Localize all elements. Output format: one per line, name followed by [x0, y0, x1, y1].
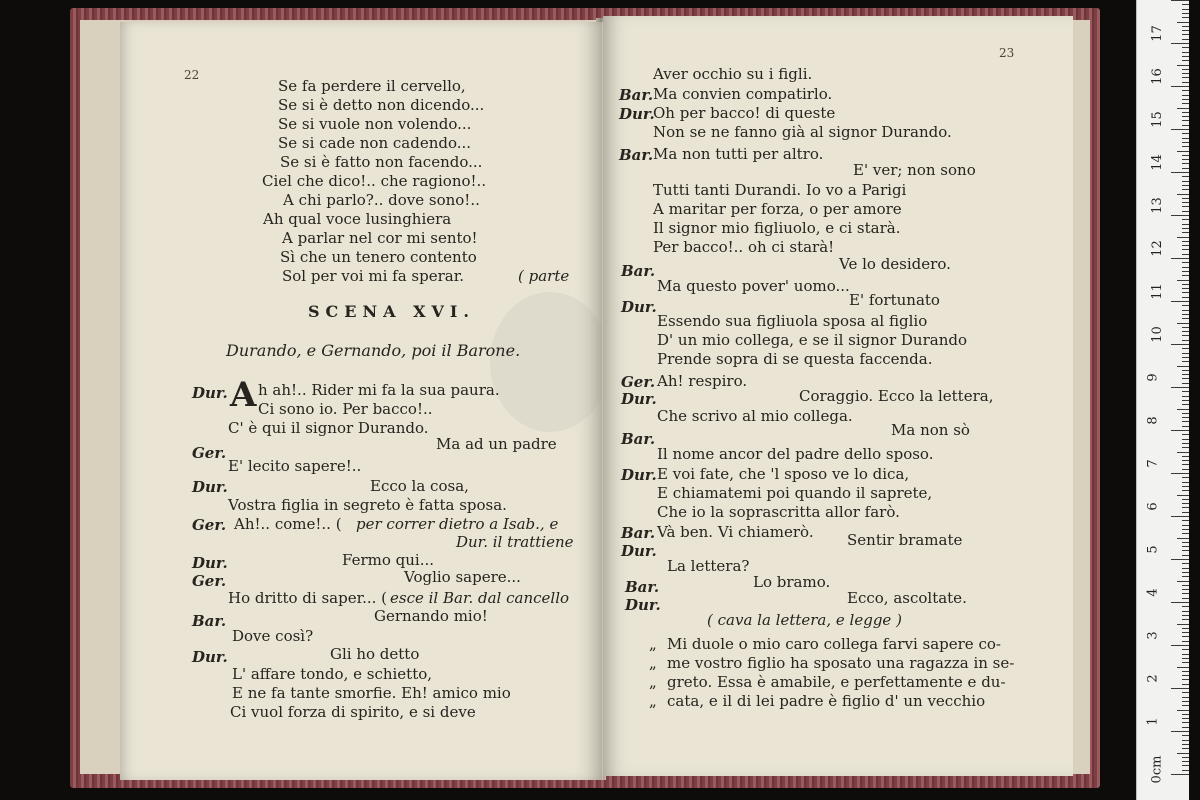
dialogue-line: Non se ne fanno già al signor Durando.: [653, 123, 952, 141]
ruler-tick: [1182, 546, 1189, 547]
ruler-tick: [1182, 748, 1189, 749]
ruler-tick: [1182, 765, 1189, 766]
ruler-tick: [1177, 366, 1189, 367]
ruler-tick: [1182, 357, 1189, 358]
ruler-tick: [1182, 112, 1189, 113]
ruler-tick: [1182, 327, 1189, 328]
ruler-tick: [1182, 499, 1189, 500]
dialogue-line: Ho dritto di saper... (: [228, 589, 388, 607]
ruler-tick: [1182, 615, 1189, 616]
ruler-tick: [1182, 335, 1189, 336]
ruler-tick: [1182, 740, 1189, 741]
ruler-tick: [1182, 671, 1189, 672]
letter-line: me vostro figlio ha sposato una ragazza in se-: [667, 654, 1015, 672]
ruler-tick: [1182, 288, 1189, 289]
ruler-tick: [1177, 108, 1189, 109]
speaker-label: Bar.: [621, 524, 656, 542]
speaker-label: Dur.: [192, 478, 228, 496]
ruler-tick: [1182, 297, 1189, 298]
dialogue-line: Che scrivo al mio collega.: [657, 407, 853, 425]
ruler-tick: [1182, 146, 1189, 147]
ruler-tick: [1182, 125, 1189, 126]
dialogue-line: Il nome ancor del padre dello sposo.: [657, 445, 934, 463]
ruler-tick: [1182, 654, 1189, 655]
dialogue-line: E chiamatemi poi quando il saprete,: [657, 484, 933, 502]
ruler-tick: [1182, 460, 1189, 461]
ruler-tick: [1177, 237, 1189, 238]
ruler-tick: [1182, 434, 1189, 435]
ruler-number: 16: [1149, 68, 1165, 85]
ruler-tick: [1182, 138, 1189, 139]
dialogue-line: E' ver; non sono: [853, 161, 976, 179]
ruler-tick: [1182, 503, 1189, 504]
ruler-tick: [1171, 129, 1189, 130]
dialogue-line: La lettera?: [667, 557, 750, 575]
ruler-tick: [1182, 181, 1189, 182]
dialogue-line: Tutti tanti Durandi. Io vo a Parigi: [653, 181, 907, 199]
ruler-tick: [1171, 258, 1189, 259]
page-number-right: 23: [999, 46, 1015, 60]
ruler-tick: [1182, 155, 1189, 156]
quote-mark: „: [649, 692, 657, 710]
ruler-tick: [1182, 331, 1189, 332]
ruler-tick: [1182, 39, 1189, 40]
ruler-tick: [1182, 413, 1189, 414]
ruler-tick: [1182, 555, 1189, 556]
verse-line: Se si è fatto non facendo...: [280, 153, 483, 171]
ruler-tick: [1182, 17, 1189, 18]
dialogue-line: Ah!.. come!.. (: [234, 515, 342, 533]
speaker-label: Bar.: [192, 612, 227, 630]
verse-line: Se si vuole non volendo...: [278, 115, 472, 133]
speaker-label: Ger.: [192, 516, 227, 534]
ruler-tick: [1182, 305, 1189, 306]
ruler-number: 14: [1149, 154, 1165, 171]
ruler-tick: [1182, 185, 1189, 186]
ruler-tick: [1171, 0, 1189, 1]
ruler-tick: [1182, 692, 1189, 693]
ruler-tick: [1182, 275, 1189, 276]
verse-line: Sì che un tenero contento: [280, 248, 477, 266]
ruler-tick: [1171, 344, 1189, 345]
ruler-tick: [1182, 675, 1189, 676]
dialogue-line: Per bacco!.. oh ci starà!: [653, 238, 835, 256]
ruler-tick: [1182, 159, 1189, 160]
ruler-tick: [1177, 624, 1189, 625]
ruler-tick: [1182, 370, 1189, 371]
dialogue-line: Ah! respiro.: [657, 372, 748, 390]
ruler-tick: [1171, 86, 1189, 87]
dialogue-line: Ci vuol forza di spirito, e si deve: [230, 703, 476, 721]
letter-line: greto. Essa è amabile, e perfettamente e du-: [667, 673, 1006, 691]
ruler-tick: [1182, 512, 1189, 513]
ruler-tick: [1182, 52, 1189, 53]
ruler-tick: [1182, 374, 1189, 375]
right-page: [603, 16, 1073, 776]
ruler-tick: [1182, 697, 1189, 698]
ruler-tick: [1182, 649, 1189, 650]
dialogue-line: E ne fa tante smorfie. Eh! amico mio: [232, 684, 511, 702]
ruler-tick: [1177, 581, 1189, 582]
ruler-tick: [1182, 353, 1189, 354]
speaker-label: Dur.: [621, 466, 657, 484]
speaker-label: Dur.: [192, 554, 228, 572]
ruler-tick: [1182, 443, 1189, 444]
ruler-tick: [1182, 482, 1189, 483]
ruler-tick: [1182, 572, 1189, 573]
stage-direction: ( cava la lettera, e legge ): [707, 611, 902, 629]
scene-heading: SCENA XVI.: [308, 302, 475, 321]
ruler-tick: [1177, 538, 1189, 539]
speaker-label: Dur.: [619, 105, 655, 123]
drop-cap: A: [230, 375, 257, 415]
ruler-tick: [1182, 82, 1189, 83]
ruler-tick: [1182, 589, 1189, 590]
ruler-tick: [1182, 598, 1189, 599]
ruler-tick: [1182, 679, 1189, 680]
dialogue-line: Aver occhio su i figli.: [653, 65, 813, 83]
ruler-tick: [1182, 249, 1189, 250]
ruler-tick: [1182, 241, 1189, 242]
ruler-tick: [1182, 744, 1189, 745]
ruler-tick: [1182, 391, 1189, 392]
speaker-label: Ger.: [621, 373, 656, 391]
ruler-tick: [1182, 219, 1189, 220]
ruler-tick: [1171, 473, 1189, 474]
ruler-tick: [1182, 705, 1189, 706]
ruler-number: 8: [1145, 416, 1161, 425]
speaker-label: Ger.: [192, 572, 227, 590]
ruler-tick: [1182, 684, 1189, 685]
dialogue-line: Coraggio. Ecco la lettera,: [799, 387, 994, 405]
ruler-tick: [1182, 550, 1189, 551]
ruler-tick: [1182, 348, 1189, 349]
speaker-label: Bar.: [619, 86, 654, 104]
dialogue-line: E' fortunato: [849, 291, 940, 309]
ruler-tick: [1182, 542, 1189, 543]
ruler-tick: [1171, 731, 1189, 732]
dialogue-line: Và ben. Vi chiamerò.: [657, 523, 814, 541]
speaker-label: Dur.: [621, 542, 657, 560]
dialogue-line: A maritar per forza, o per amore: [653, 200, 902, 218]
ruler-tick: [1177, 452, 1189, 453]
ruler-tick: [1182, 120, 1189, 121]
ruler-tick: [1182, 77, 1189, 78]
ruler-tick: [1182, 641, 1189, 642]
dialogue-line: Ci sono io. Per bacco!..: [258, 400, 433, 418]
ruler-tick: [1182, 490, 1189, 491]
speaker-label: Bar.: [621, 430, 656, 448]
ruler-tick: [1182, 563, 1189, 564]
stage-direction: esce il Bar. dal cancello: [390, 589, 570, 607]
ruler-number: 9: [1145, 373, 1161, 382]
ruler-tick: [1171, 559, 1189, 560]
verse-line: Se fa perdere il cervello,: [278, 77, 466, 95]
ruler-tick: [1182, 176, 1189, 177]
left-page: [120, 22, 603, 780]
ruler-tick: [1182, 47, 1189, 48]
ruler-tick: [1182, 4, 1189, 5]
quote-mark: „: [649, 654, 657, 672]
ruler-tick: [1182, 95, 1189, 96]
ruler-tick: [1182, 421, 1189, 422]
ruler-tick: [1182, 292, 1189, 293]
speaker-label: Dur.: [192, 384, 228, 402]
ruler-tick: [1182, 727, 1189, 728]
ruler-tick: [1171, 43, 1189, 44]
ruler-tick: [1182, 417, 1189, 418]
ruler-tick: [1171, 688, 1189, 689]
letter-line: cata, e il di lei padre è figlio d' un vecchio: [667, 692, 986, 710]
page-number-left: 22: [184, 68, 200, 82]
ruler-tick: [1171, 602, 1189, 603]
ruler-tick: [1182, 314, 1189, 315]
ruler-tick: [1182, 13, 1189, 14]
dialogue-line: Fermo qui...: [342, 551, 435, 569]
ruler-tick: [1177, 495, 1189, 496]
ruler-tick: [1171, 516, 1189, 517]
ruler-tick: [1182, 202, 1189, 203]
ruler-tick: [1171, 172, 1189, 173]
ruler-number: 7: [1145, 459, 1161, 468]
speaker-label: Dur.: [621, 390, 657, 408]
ruler-tick: [1182, 163, 1189, 164]
ruler-tick: [1182, 718, 1189, 719]
dialogue-line: Ecco la cosa,: [370, 477, 469, 495]
dialogue-line: Che io la soprascritta allor farò.: [657, 503, 900, 521]
dialogue-line: Ma non sò: [891, 421, 970, 439]
ruler-tick: [1182, 34, 1189, 35]
ruler-tick: [1177, 667, 1189, 668]
ruler-tick: [1182, 658, 1189, 659]
ruler-tick: [1182, 133, 1189, 134]
ruler-tick: [1182, 761, 1189, 762]
verse-line: Ah qual voce lusinghiera: [263, 210, 452, 228]
ruler-tick: [1182, 189, 1189, 190]
speaker-label: Bar.: [621, 262, 656, 280]
dialogue-line: Ma non tutti per altro.: [653, 145, 824, 163]
dialogue-line: Vostra figlia in segreto è fatta sposa.: [228, 496, 507, 514]
verse-line: A chi parlo?.. dove sono!..: [283, 191, 480, 209]
stage-direction: Dur. il trattiene: [456, 533, 574, 551]
dialogue-line: L' affare tondo, e schietto,: [232, 665, 433, 683]
ruler-number: 10: [1149, 326, 1165, 343]
speaker-label: Bar.: [625, 578, 660, 596]
ruler-tick: [1182, 168, 1189, 169]
ruler-tick: [1182, 396, 1189, 397]
ruler-tick: [1171, 215, 1189, 216]
quote-mark: „: [649, 635, 657, 653]
ruler-number: 4: [1145, 588, 1161, 597]
ruler-tick: [1182, 90, 1189, 91]
ruler-number: 17: [1149, 25, 1165, 42]
dialogue-line: Ma ad un padre: [436, 435, 557, 453]
ruler-tick: [1182, 520, 1189, 521]
ruler-tick: [1182, 73, 1189, 74]
dialogue-line: E voi fate, che 'l sposo ve lo dica,: [657, 465, 910, 483]
dialogue-line: h ah!.. Rider mi fa la sua paura.: [258, 381, 500, 399]
ruler-tick: [1182, 245, 1189, 246]
ruler-tick: [1177, 151, 1189, 152]
dialogue-line: C' è qui il signor Durando.: [228, 419, 429, 437]
ruler-tick: [1182, 9, 1189, 10]
ruler-tick: [1182, 628, 1189, 629]
verse-line: Se si cade non cadendo...: [278, 134, 472, 152]
dialogue-line: Oh per bacco! di queste: [653, 104, 836, 122]
ruler-tick: [1182, 232, 1189, 233]
ruler-tick: [1182, 206, 1189, 207]
ruler-tick: [1182, 439, 1189, 440]
ruler-tick: [1182, 267, 1189, 268]
ruler-tick: [1182, 593, 1189, 594]
ruler-tick: [1177, 280, 1189, 281]
scene-cast: Durando, e Gernando, poi il Barone.: [226, 341, 521, 360]
ruler-number: 15: [1149, 111, 1165, 128]
ruler-tick: [1182, 116, 1189, 117]
ruler-tick: [1182, 477, 1189, 478]
dialogue-line: Lo bramo.: [753, 573, 831, 591]
dialogue-line: E' lecito sapere!..: [228, 457, 362, 475]
ruler-tick: [1182, 576, 1189, 577]
ruler-tick: [1182, 636, 1189, 637]
ruler-tick: [1177, 323, 1189, 324]
ruler-number: 1: [1145, 717, 1161, 726]
ruler-tick: [1182, 378, 1189, 379]
ruler-number: 2: [1145, 674, 1161, 683]
ruler-tick: [1182, 529, 1189, 530]
ruler-tick: [1182, 56, 1189, 57]
ruler-tick: [1171, 301, 1189, 302]
stage-direction: ( parte: [518, 267, 570, 285]
dialogue-line: Il signor mio figliuolo, e ci starà.: [653, 219, 901, 237]
verse-line: Se si è detto non dicendo...: [278, 96, 485, 114]
ruler-tick: [1182, 254, 1189, 255]
ruler-tick: [1182, 447, 1189, 448]
ruler-tick: [1182, 662, 1189, 663]
stage-direction: per correr dietro a Isab., e: [356, 515, 559, 533]
ruler-tick: [1182, 606, 1189, 607]
ruler-tick: [1182, 757, 1189, 758]
ruler-tick: [1171, 645, 1189, 646]
ruler-tick: [1182, 525, 1189, 526]
ruler-number: 12: [1149, 240, 1165, 257]
dialogue-line: Prende sopra di se questa faccenda.: [657, 350, 933, 368]
dialogue-line: Ma convien compatirlo.: [653, 85, 833, 103]
ruler-tick: [1182, 426, 1189, 427]
speaker-label: Ger.: [192, 444, 227, 462]
library-watermark: [490, 292, 603, 432]
dialogue-line: Ve lo desidero.: [839, 255, 951, 273]
ruler-unit: 0cm: [1149, 755, 1165, 784]
ruler-tick: [1182, 361, 1189, 362]
ruler-tick: [1182, 99, 1189, 100]
dialogue-line: Dove così?: [232, 627, 314, 645]
speaker-label: Dur.: [192, 648, 228, 666]
ruler-tick: [1182, 142, 1189, 143]
ruler-tick: [1182, 632, 1189, 633]
dialogue-line: Gli ho detto: [330, 645, 420, 663]
dialogue-line: Voglio sapere...: [404, 568, 521, 586]
dialogue-line: Essendo sua figliuola sposa al figlio: [657, 312, 928, 330]
ruler-tick: [1182, 701, 1189, 702]
ruler-tick: [1182, 533, 1189, 534]
speaker-label: Dur.: [625, 596, 661, 614]
ruler-tick: [1171, 430, 1189, 431]
ruler-tick: [1182, 568, 1189, 569]
measuring-ruler: [1136, 0, 1189, 800]
dialogue-line: Gernando mio!: [374, 607, 488, 625]
ruler-tick: [1177, 710, 1189, 711]
ruler-number: 6: [1145, 502, 1161, 511]
ruler-tick: [1182, 486, 1189, 487]
ruler-tick: [1177, 65, 1189, 66]
letter-line: Mi duole o mio caro collega farvi sapere co-: [667, 635, 1001, 653]
ruler-tick: [1177, 194, 1189, 195]
ruler-number: 3: [1145, 631, 1161, 640]
ruler-tick: [1182, 26, 1189, 27]
ruler-tick: [1182, 284, 1189, 285]
ruler-tick: [1182, 400, 1189, 401]
ruler-tick: [1182, 318, 1189, 319]
ruler-tick: [1182, 30, 1189, 31]
ruler-tick: [1171, 387, 1189, 388]
ruler-tick: [1182, 228, 1189, 229]
ruler-tick: [1182, 383, 1189, 384]
ruler-tick: [1182, 198, 1189, 199]
ruler-tick: [1182, 714, 1189, 715]
speaker-label: Dur.: [621, 298, 657, 316]
ruler-tick: [1182, 103, 1189, 104]
ruler-number: 11: [1149, 283, 1165, 300]
verse-line: Sol per voi mi fa sperar.: [282, 267, 464, 285]
dialogue-line: D' un mio collega, e se il signor Durando: [657, 331, 967, 349]
speaker-label: Bar.: [619, 146, 654, 164]
ruler-tick: [1182, 722, 1189, 723]
ruler-tick: [1182, 404, 1189, 405]
ruler-tick: [1182, 619, 1189, 620]
ruler-tick: [1182, 262, 1189, 263]
dialogue-line: Ma questo pover' uomo...: [657, 277, 850, 295]
ruler-tick: [1182, 770, 1189, 771]
ruler-tick: [1182, 224, 1189, 225]
dialogue-line: Sentir bramate: [847, 531, 963, 549]
ruler-tick: [1177, 22, 1189, 23]
ruler-tick: [1182, 464, 1189, 465]
dialogue-line: Ecco, ascoltate.: [847, 589, 967, 607]
ruler-number: 5: [1145, 545, 1161, 554]
ruler-tick: [1182, 507, 1189, 508]
quote-mark: „: [649, 673, 657, 691]
ruler-tick: [1182, 469, 1189, 470]
verse-line: Ciel che dico!.. che ragiono!..: [262, 172, 487, 190]
ruler-tick: [1182, 271, 1189, 272]
ruler-tick: [1182, 211, 1189, 212]
ruler-tick: [1182, 310, 1189, 311]
ruler-tick: [1177, 753, 1189, 754]
ruler-tick: [1182, 69, 1189, 70]
ruler-number: 13: [1149, 197, 1165, 214]
ruler-tick: [1182, 611, 1189, 612]
ruler-tick: [1182, 585, 1189, 586]
ruler-tick: [1182, 60, 1189, 61]
ruler-tick: [1182, 735, 1189, 736]
ruler-tick: [1171, 774, 1189, 775]
ruler-tick: [1182, 456, 1189, 457]
ruler-tick: [1177, 409, 1189, 410]
verse-line: A parlar nel cor mi sento!: [282, 229, 478, 247]
ruler-tick: [1182, 340, 1189, 341]
